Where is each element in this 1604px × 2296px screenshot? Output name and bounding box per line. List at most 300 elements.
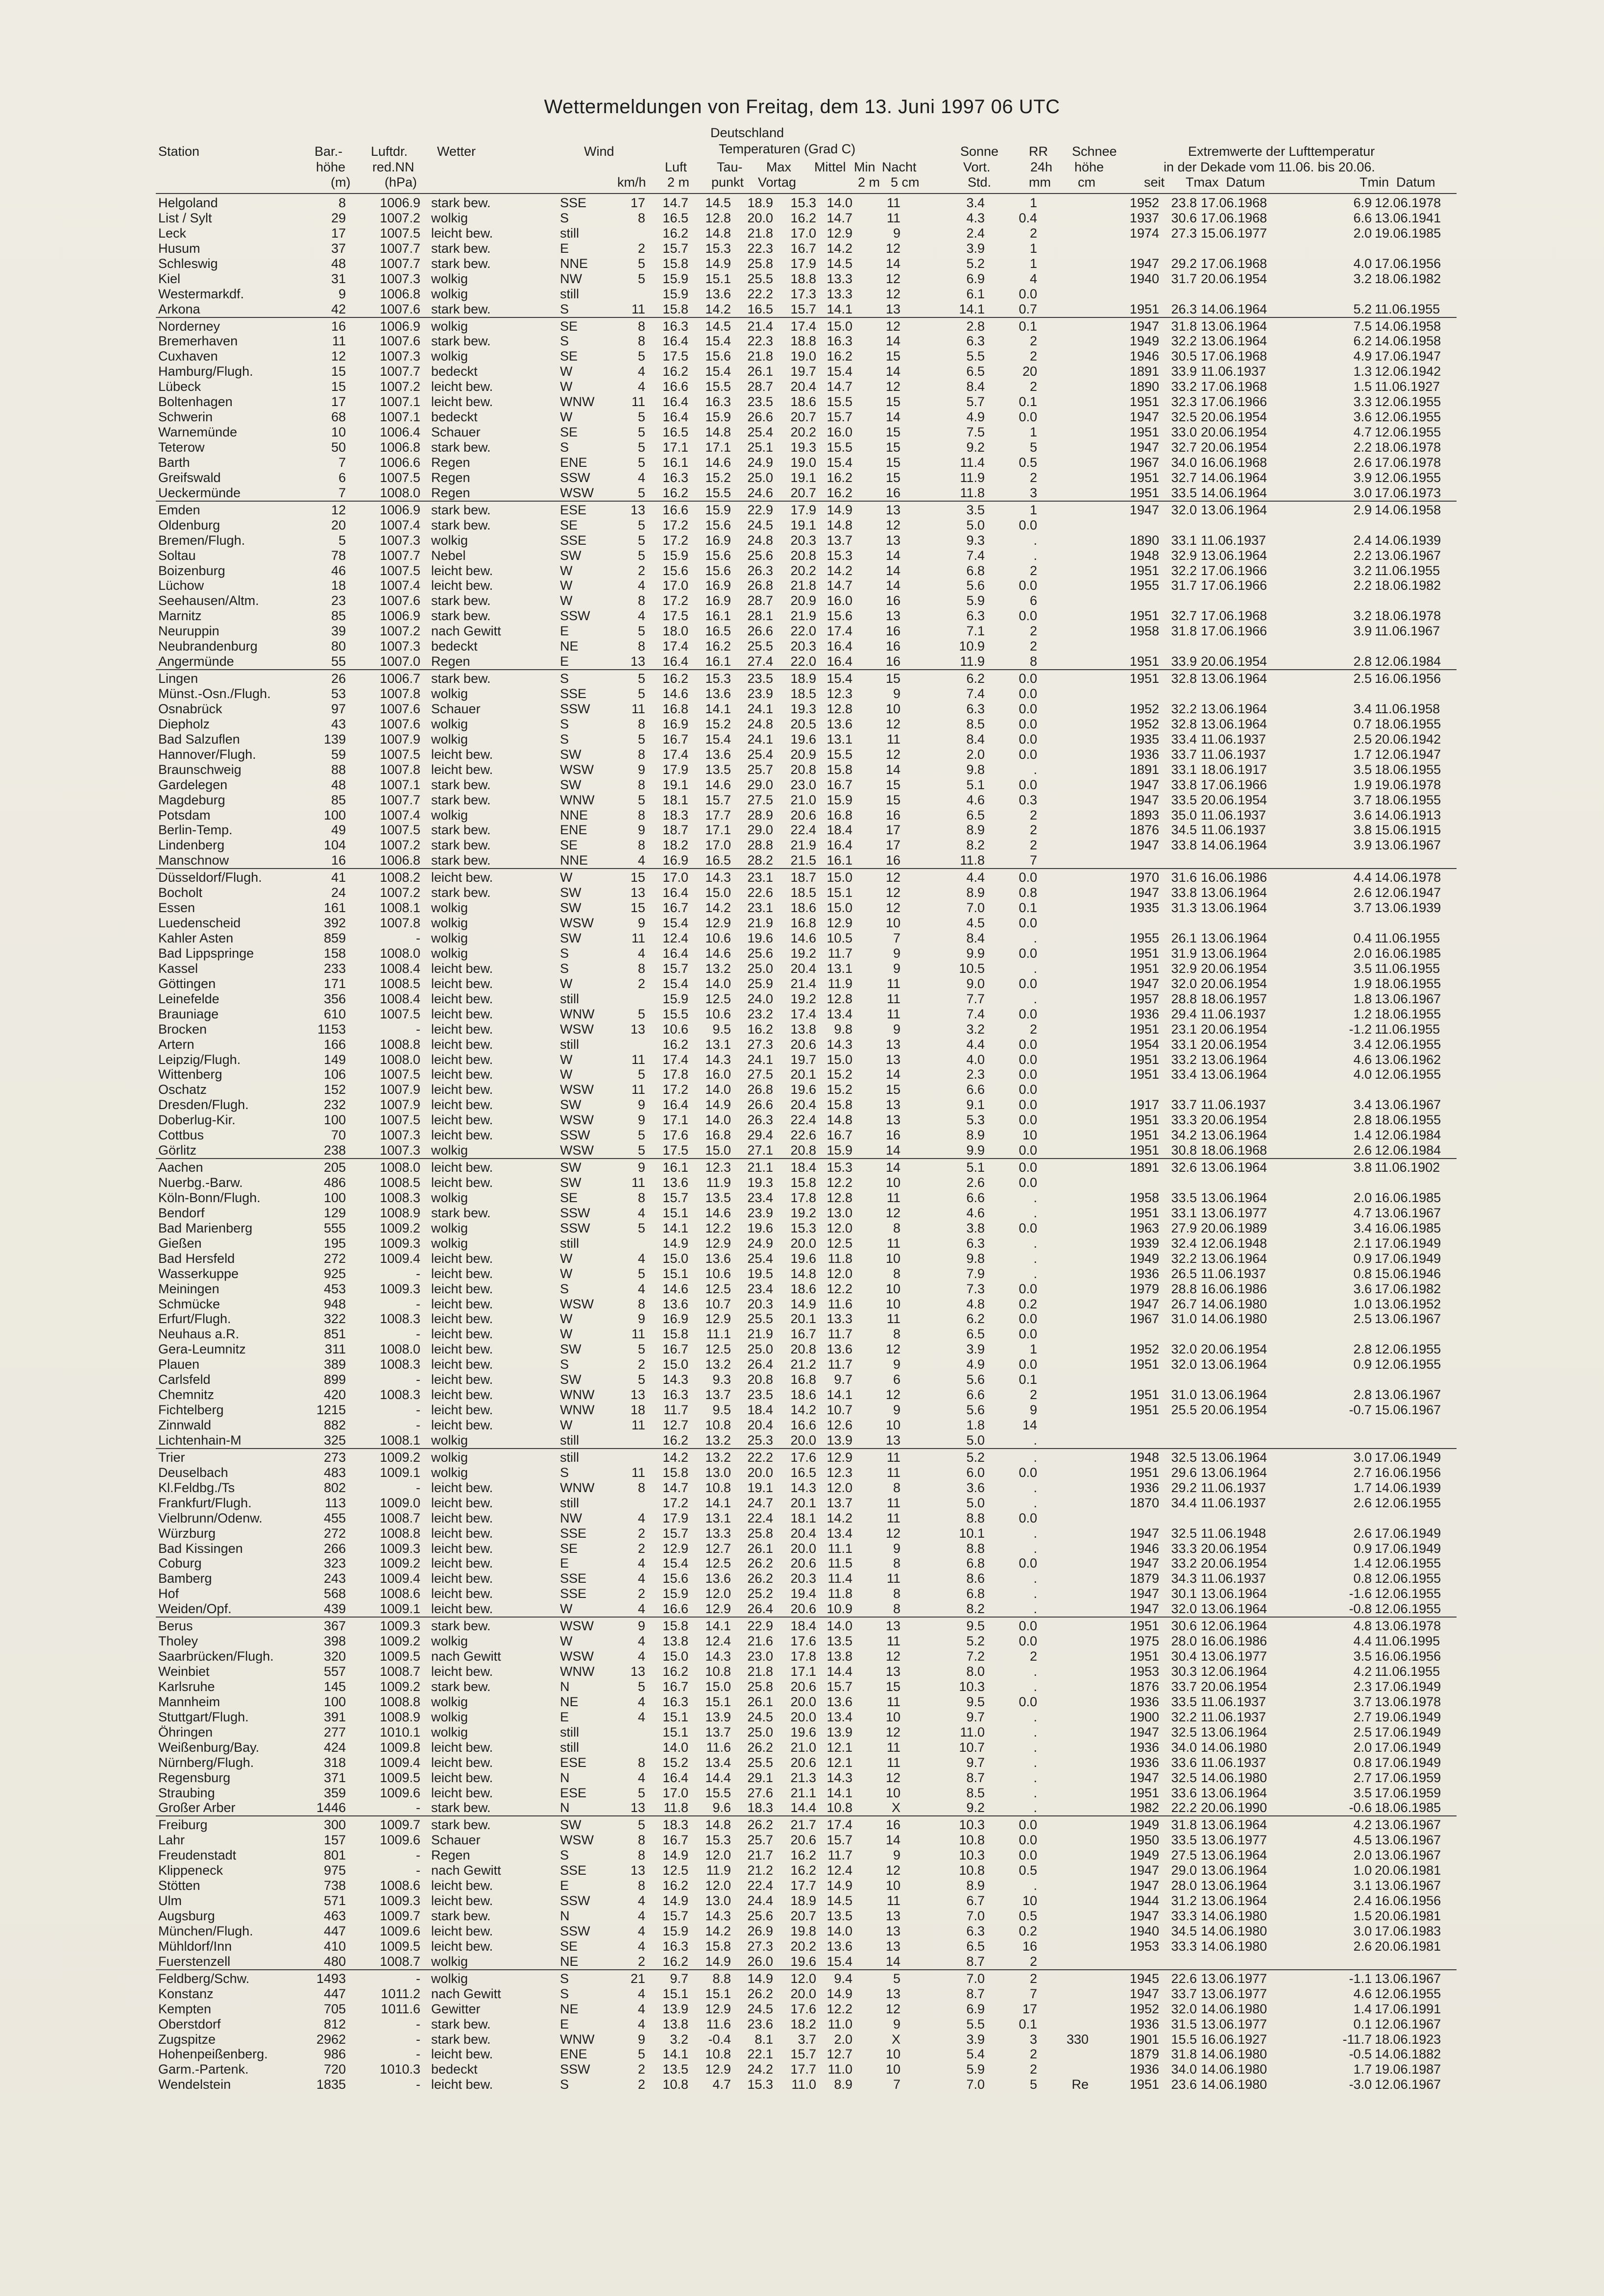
cell-min-2m: 11.0 (827, 2062, 852, 2077)
cell-wetter: leicht bew. (431, 1556, 493, 1571)
cell-tmax: 32.2 (1171, 1709, 1197, 1724)
cell-tmax: 32.0 (1171, 1357, 1197, 1372)
header-rr-2: 24h (1030, 160, 1053, 174)
cell-bar-hoehe: 46 (331, 563, 346, 578)
cell-min-2m: 11.7 (827, 945, 852, 961)
cell-nacht-5cm: 12 (885, 241, 900, 256)
cell-luftdruck: 1008.6 (380, 1586, 420, 1601)
table-row (0, 1586, 1604, 1601)
cell-nacht-5cm: 9 (893, 1021, 900, 1037)
cell-wetter: leicht bew. (431, 1082, 493, 1097)
cell-station: Hof (158, 1586, 179, 1601)
cell-max: 25.5 (747, 271, 773, 286)
cell-luftdruck: 1006.9 (380, 195, 420, 210)
cell-tmin-date: 17.06.1949 (1375, 1235, 1441, 1251)
cell-luft-2m: 19.1 (662, 777, 688, 792)
cell-wind-dir: NW (560, 1510, 582, 1525)
table-row (0, 485, 1604, 500)
cell-seit: 1946 (1129, 1541, 1159, 1556)
cell-tmax-date: 11.06.1937 (1201, 1266, 1266, 1281)
cell-rr: 0.5 (1019, 455, 1037, 470)
cell-bar-hoehe: 42 (331, 301, 346, 316)
cell-rr: 0.0 (1019, 1220, 1037, 1235)
cell-tmax: 32.5 (1171, 1770, 1197, 1785)
cell-sonne: 7.0 (966, 2077, 985, 2092)
cell-luftdruck: 1008.5 (380, 1175, 420, 1190)
cell-wind-dir: SE (560, 517, 578, 532)
cell-nacht-5cm: 16 (885, 624, 900, 639)
cell-rr: 0.0 (1019, 870, 1037, 885)
cell-tmax: 33.7 (1171, 1986, 1197, 2001)
cell-luft-2m: 16.2 (662, 1432, 688, 1448)
cell-luft-2m: 14.1 (662, 1220, 688, 1235)
cell-wind-dir: SE (560, 838, 578, 853)
cell-bar-hoehe: 320 (323, 1649, 346, 1664)
cell-luft-2m: 17.9 (662, 762, 688, 777)
cell-luft-2m: 16.4 (662, 334, 688, 349)
header-vortag: Vortag (758, 175, 797, 190)
cell-tmax-date: 11.06.1937 (1201, 1480, 1266, 1495)
cell-max: 25.3 (747, 1432, 773, 1448)
cell-wind-kmh: 9 (637, 1097, 645, 1112)
cell-tmin: -1.2 (1349, 1021, 1372, 1037)
cell-max: 24.9 (747, 455, 773, 470)
cell-tmin-date: 12.06.1984 (1375, 654, 1441, 669)
cell-tmin: 2.1 (1353, 1235, 1372, 1251)
cell-rr: 0.0 (1019, 517, 1037, 532)
cell-sonne: 7.4 (966, 686, 985, 701)
cell-taupunkt: 13.6 (705, 286, 731, 301)
cell-tmax-date: 20.06.1954 (1201, 961, 1267, 976)
cell-seit: 1957 (1129, 991, 1159, 1006)
table-row (0, 1832, 1604, 1847)
cell-luft-2m: 11.7 (663, 1402, 688, 1418)
header-tau-2: punkt (711, 175, 744, 190)
cell-tmin-date: 11.06.1958 (1375, 701, 1440, 716)
cell-wind-kmh: 5 (637, 1342, 645, 1357)
cell-max: 21.9 (747, 916, 773, 931)
cell-min-2m: 15.9 (826, 792, 852, 807)
cell-tmin: 7.5 (1353, 318, 1372, 334)
cell-wind-kmh: 5 (637, 686, 645, 701)
cell-min-2m: 15.8 (826, 762, 852, 777)
cell-max: 26.2 (747, 1817, 773, 1833)
cell-tmax: 33.1 (1171, 762, 1197, 777)
table-row (0, 1923, 1604, 1938)
cell-luftdruck: 1008.9 (380, 1709, 420, 1724)
cell-taupunkt: 12.0 (705, 1848, 731, 1863)
cell-sonne: 7.2 (966, 1649, 985, 1664)
cell-wind-dir: W (560, 593, 573, 608)
table-row (0, 608, 1604, 623)
cell-taupunkt: 12.9 (705, 2001, 731, 2016)
cell-sonne: 4.9 (966, 1357, 985, 1372)
cell-min-2m: 12.2 (826, 1175, 852, 1190)
cell-nacht-5cm: 8 (893, 1586, 900, 1601)
cell-seit: 1951 (1129, 1387, 1159, 1402)
cell-wind-kmh: 2 (637, 1954, 645, 1969)
cell-tmin: -0.6 (1349, 1800, 1372, 1815)
cell-tmax-date: 20.06.1954 (1201, 1037, 1267, 1052)
cell-tmin: -1.1 (1349, 1971, 1372, 1986)
cell-min-2m: 14.8 (826, 517, 852, 532)
cell-tmin: 2.2 (1353, 578, 1372, 593)
cell-wind-kmh: 5 (637, 425, 645, 440)
cell-sonne: 8.5 (966, 716, 985, 731)
cell-wind-dir: E (560, 2016, 569, 2031)
cell-mittel: 17.8 (790, 1190, 816, 1205)
table-row (0, 991, 1604, 1006)
cell-tmin: 2.7 (1353, 1465, 1372, 1480)
cell-bar-hoehe: 59 (331, 747, 346, 762)
cell-luft-2m: 16.7 (662, 1342, 688, 1357)
cell-wind-kmh: 8 (637, 1755, 645, 1770)
station-group (0, 1817, 1604, 1968)
cell-luft-2m: 16.4 (662, 654, 688, 669)
cell-taupunkt: 15.6 (705, 563, 731, 578)
header-rr-1: RR (1029, 144, 1048, 159)
cell-tmin: 2.6 (1353, 1495, 1372, 1510)
cell-seit: 1940 (1129, 271, 1159, 286)
cell-tmin-date: 20.06.1981 (1375, 1938, 1441, 1954)
cell-min-2m: 13.3 (826, 286, 852, 301)
header-nacht-5cm: 5 cm (891, 175, 920, 190)
cell-wetter: leicht bew. (431, 1112, 493, 1128)
cell-luftdruck: 1010.3 (380, 2062, 420, 2077)
cell-mittel: 17.4 (790, 318, 816, 334)
cell-luftdruck: 1008.8 (380, 1525, 420, 1541)
cell-sonne: 5.9 (966, 593, 985, 608)
cell-taupunkt: 14.1 (705, 1619, 731, 1634)
cell-min-2m: 15.4 (826, 671, 852, 686)
table-row (0, 976, 1604, 991)
cell-tmin-date: 11.06.1955 (1375, 961, 1440, 976)
cell-nacht-5cm: 8 (893, 1327, 900, 1342)
cell-wind-kmh: 11 (631, 701, 645, 716)
cell-wind-dir: ENE (560, 822, 587, 838)
cell-wind-kmh: 5 (637, 517, 645, 532)
cell-min-2m: 10.9 (826, 1601, 852, 1617)
cell-bar-hoehe: 410 (323, 1938, 346, 1954)
cell-wind-kmh: 13 (630, 1021, 645, 1037)
cell-wetter: leicht bew. (431, 1006, 493, 1021)
cell-tmin-date: 13.06.1952 (1375, 1296, 1441, 1311)
cell-luftdruck: 1007.2 (380, 885, 420, 900)
cell-wind-dir: W (560, 379, 573, 394)
cell-wind-kmh: 2 (637, 2062, 645, 2077)
cell-taupunkt: 15.8 (705, 1938, 731, 1954)
cell-rr: 2 (1029, 334, 1037, 349)
cell-sonne: 6.0 (966, 1465, 985, 1480)
cell-bar-hoehe: 50 (331, 440, 346, 455)
cell-tmax: 27.5 (1171, 1848, 1197, 1863)
cell-seit: 1951 (1129, 1205, 1159, 1220)
cell-tmin-date: 16.06.1985 (1375, 1220, 1441, 1235)
cell-tmax: 31.9 (1171, 945, 1197, 961)
cell-luft-2m: 15.1 (662, 1709, 688, 1724)
cell-max: 22.3 (747, 334, 773, 349)
cell-tmin: 4.5 (1353, 1833, 1372, 1848)
cell-nacht-5cm: 12 (885, 271, 900, 286)
cell-tmax: 30.6 (1171, 1619, 1197, 1634)
cell-wetter: stark bew. (431, 1619, 491, 1634)
cell-tmin: 6.6 (1353, 210, 1372, 225)
cell-mittel: 17.4 (790, 1006, 816, 1021)
cell-wetter: wolkig (431, 1450, 468, 1465)
cell-bar-hoehe: 812 (323, 2016, 346, 2031)
cell-taupunkt: 17.1 (705, 440, 731, 455)
cell-max: 25.1 (747, 440, 773, 455)
cell-tmax: 28.8 (1171, 991, 1197, 1006)
cell-wetter: leicht bew. (431, 1067, 493, 1082)
cell-min-2m: 13.7 (826, 532, 852, 548)
cell-station: Carlsfeld (158, 1372, 211, 1387)
cell-seit: 1947 (1129, 1878, 1159, 1893)
cell-tmin-date: 16.06.1985 (1375, 945, 1441, 961)
cell-mittel: 17.9 (790, 502, 816, 517)
cell-wind-kmh: 9 (637, 916, 645, 931)
cell-tmin-date: 18.06.1955 (1375, 762, 1441, 777)
cell-mittel: 18.1 (790, 1510, 816, 1525)
cell-sonne: 5.2 (966, 1450, 985, 1465)
cell-max: 23.1 (747, 870, 773, 885)
cell-bar-hoehe: 568 (323, 1586, 346, 1601)
cell-nacht-5cm: 13 (885, 1112, 900, 1128)
cell-tmax: 29.6 (1171, 1465, 1197, 1480)
cell-mittel: 18.9 (790, 1893, 816, 1909)
cell-tmax-date: 11.06.1937 (1201, 1709, 1266, 1724)
cell-wind-dir: W (560, 1634, 573, 1649)
cell-wetter: wolkig (431, 1432, 468, 1448)
cell-station: Hohenpeißenberg. (158, 2047, 268, 2062)
cell-station: Husum (158, 241, 200, 256)
cell-wind-kmh: 15 (630, 900, 645, 916)
table-row (0, 517, 1604, 532)
cell-tmin: 0.9 (1353, 1541, 1372, 1556)
cell-tmax: 15.5 (1171, 2031, 1197, 2047)
table-row (0, 1908, 1604, 1923)
cell-tmax-date: 13.06.1964 (1201, 1465, 1267, 1480)
table-row (0, 945, 1604, 961)
cell-min-2m: 12.4 (826, 1863, 852, 1878)
cell-luftdruck: 1009.3 (380, 1281, 420, 1296)
cell-bar-hoehe: 859 (323, 931, 346, 945)
cell-taupunkt: 10.6 (705, 1006, 731, 1021)
table-row (0, 195, 1604, 210)
cell-wind-dir: WNW (560, 2031, 595, 2047)
cell-tmax: 33.1 (1171, 532, 1197, 548)
cell-seit: 1954 (1129, 1037, 1159, 1052)
cell-min-2m: 12.3 (826, 686, 852, 701)
cell-tmin-date: 15.06.1915 (1375, 822, 1441, 838)
cell-wetter: wolkig (431, 716, 468, 731)
cell-min-2m: 14.9 (826, 1878, 852, 1893)
cell-luftdruck: 1008.3 (380, 1311, 420, 1327)
cell-tmax-date: 18.06.1957 (1201, 991, 1267, 1006)
cell-station: Weiden/Opf. (158, 1601, 232, 1617)
header-rule (156, 193, 1457, 194)
cell-tmin-date: 12.06.1955 (1375, 410, 1441, 425)
cell-tmin-date: 16.06.1956 (1375, 1649, 1441, 1664)
cell-wind-dir: S (560, 731, 569, 747)
cell-seit: 1951 (1129, 2077, 1159, 2092)
cell-sonne: 5.9 (966, 2062, 985, 2077)
cell-station: Fuerstenzell (158, 1954, 231, 1969)
table-row (0, 1251, 1604, 1266)
cell-wind-dir: W (560, 1327, 573, 1342)
cell-station: Coburg (158, 1556, 202, 1571)
cell-tmax: 32.2 (1171, 1251, 1197, 1266)
cell-sonne: 5.2 (966, 1634, 985, 1649)
cell-sonne: 5.4 (966, 2047, 985, 2062)
cell-station: Hannover/Flugh. (158, 747, 256, 762)
cell-wind-kmh: 8 (637, 747, 645, 762)
cell-tmax: 32.5 (1171, 1724, 1197, 1740)
cell-tmax: 32.0 (1171, 502, 1197, 517)
cell-wetter: wolkig (431, 1694, 468, 1709)
cell-tmin-date: 17.06.1949 (1375, 1724, 1441, 1740)
cell-taupunkt: 16.9 (705, 578, 731, 593)
cell-rr: 0.3 (1019, 792, 1037, 807)
cell-wind-dir: S (560, 961, 569, 976)
cell-luft-2m: 16.6 (662, 379, 688, 394)
cell-sonne: 10.9 (959, 639, 985, 654)
cell-wind-dir: S (560, 1971, 569, 1986)
cell-wind-kmh: 8 (637, 210, 645, 225)
cell-wetter: leicht bew. (431, 1296, 493, 1311)
cell-mittel: 20.9 (790, 747, 816, 762)
cell-station: Brauniage (158, 1006, 219, 1021)
cell-wetter: wolkig (431, 1465, 468, 1480)
cell-wetter: stark bew. (431, 608, 491, 624)
cell-tmax-date: 13.06.1964 (1201, 548, 1267, 563)
cell-bar-hoehe: 238 (323, 1143, 346, 1158)
cell-tmax: 31.7 (1171, 271, 1197, 286)
cell-max: 26.8 (747, 1082, 773, 1097)
table-row (0, 210, 1604, 225)
cell-wind-dir: still (560, 1235, 579, 1251)
cell-tmax-date: 14.06.1980 (1201, 1770, 1267, 1785)
cell-tmin-date: 15.06.1946 (1375, 1266, 1441, 1281)
cell-taupunkt: 13.6 (705, 1251, 731, 1266)
cell-min-2m: 16.0 (826, 593, 852, 608)
cell-sonne: 2.4 (966, 225, 985, 241)
table-row (0, 1311, 1604, 1326)
cell-rr: 0.0 (1019, 731, 1037, 747)
cell-wind-kmh: 4 (637, 1649, 645, 1664)
cell-max: 20.0 (747, 210, 773, 225)
cell-luft-2m: 15.7 (662, 1190, 688, 1205)
cell-wind-dir: N (560, 1679, 570, 1694)
cell-max: 16.2 (747, 1021, 773, 1037)
table-row (0, 363, 1604, 379)
cell-wind-dir: S (560, 1465, 569, 1480)
cell-taupunkt: 12.5 (705, 1556, 731, 1571)
cell-wetter: stark bew. (431, 1909, 491, 1923)
cell-wind-dir: W (560, 1601, 573, 1617)
cell-rr: 0.0 (1019, 1082, 1037, 1097)
cell-tmax-date: 17.06.1968 (1201, 195, 1267, 210)
cell-nacht-5cm: 8 (893, 1556, 900, 1571)
cell-seit: 1951 (1129, 1465, 1159, 1480)
cell-wind-kmh: 4 (637, 1601, 645, 1617)
cell-tmin: 3.9 (1353, 470, 1372, 485)
cell-taupunkt: 12.7 (705, 1541, 731, 1556)
cell-taupunkt: 15.4 (705, 731, 731, 747)
cell-wind-kmh: 13 (630, 502, 645, 517)
cell-luft-2m: 16.1 (662, 1160, 688, 1175)
cell-rr: . (1033, 1800, 1037, 1815)
cell-luftdruck: 1007.2 (380, 838, 420, 853)
cell-tmax-date: 13.06.1964 (1201, 1817, 1267, 1833)
cell-luft-2m: 14.0 (662, 1740, 688, 1755)
cell-luft-2m: 18.7 (662, 822, 688, 838)
cell-rr: . (1033, 1740, 1037, 1755)
cell-luft-2m: 15.9 (662, 991, 688, 1006)
cell-wind-kmh: 4 (637, 1893, 645, 1909)
cell-station: Großer Arber (158, 1800, 236, 1815)
cell-max: 21.2 (747, 1863, 773, 1878)
table-row (0, 638, 1604, 653)
cell-wetter: stark bew. (431, 241, 491, 256)
cell-rr: 0.0 (1019, 1510, 1037, 1525)
cell-seit: 1947 (1129, 502, 1159, 517)
cell-seit: 1952 (1129, 701, 1159, 716)
cell-mittel: 15.3 (790, 1220, 816, 1235)
cell-tmin: 1.0 (1353, 1863, 1372, 1878)
cell-wind-kmh: 9 (637, 1112, 645, 1128)
cell-seit: 1974 (1129, 225, 1159, 241)
cell-bar-hoehe: 439 (323, 1601, 346, 1617)
cell-min-2m: 11.7 (827, 1848, 852, 1863)
cell-tmax: 32.7 (1171, 470, 1197, 485)
cell-tmin: 3.9 (1353, 624, 1372, 639)
cell-wetter: wolkig (431, 286, 468, 301)
cell-tmax: 31.0 (1171, 1387, 1197, 1402)
cell-max: 28.8 (747, 838, 773, 853)
header-extreme-1: Extremwerte der Lufttemperatur (1188, 144, 1375, 159)
cell-wind-dir: SSE (560, 1571, 587, 1586)
group-divider-line (156, 1158, 1457, 1159)
cell-tmin-date: 17.06.1983 (1375, 1923, 1441, 1938)
cell-sonne: 3.5 (966, 502, 985, 517)
cell-rr: 0.1 (1019, 1372, 1037, 1387)
cell-luft-2m: 16.9 (662, 853, 688, 868)
cell-seit: 1891 (1129, 762, 1159, 777)
cell-tmax-date: 14.06.1964 (1201, 301, 1267, 316)
cell-wetter: leicht bew. (431, 578, 493, 593)
cell-station: Bad Marienberg (158, 1220, 253, 1235)
table-row (0, 852, 1604, 868)
cell-tmax: 32.5 (1171, 1450, 1197, 1465)
cell-tmax: 32.8 (1171, 671, 1197, 686)
cell-mittel: 19.6 (790, 1724, 816, 1740)
cell-rr: 0.0 (1019, 1175, 1037, 1190)
cell-min-2m: 14.8 (826, 1112, 852, 1128)
cell-luftdruck: 1007.5 (380, 1067, 420, 1082)
cell-max: 28.2 (747, 853, 773, 868)
cell-tmax: 33.1 (1171, 1205, 1197, 1220)
cell-rr: 2 (1029, 2062, 1037, 2077)
header-seit: seit (1144, 175, 1165, 190)
cell-station: Bad Salzuflen (158, 731, 240, 747)
cell-nacht-5cm: 14 (885, 1067, 900, 1082)
cell-mittel: 20.0 (790, 1709, 816, 1724)
cell-bar-hoehe: 17 (331, 225, 346, 241)
cell-nacht-5cm: 16 (885, 654, 900, 669)
cell-tmax: 33.5 (1171, 1833, 1197, 1848)
cell-mittel: 16.7 (790, 241, 816, 256)
